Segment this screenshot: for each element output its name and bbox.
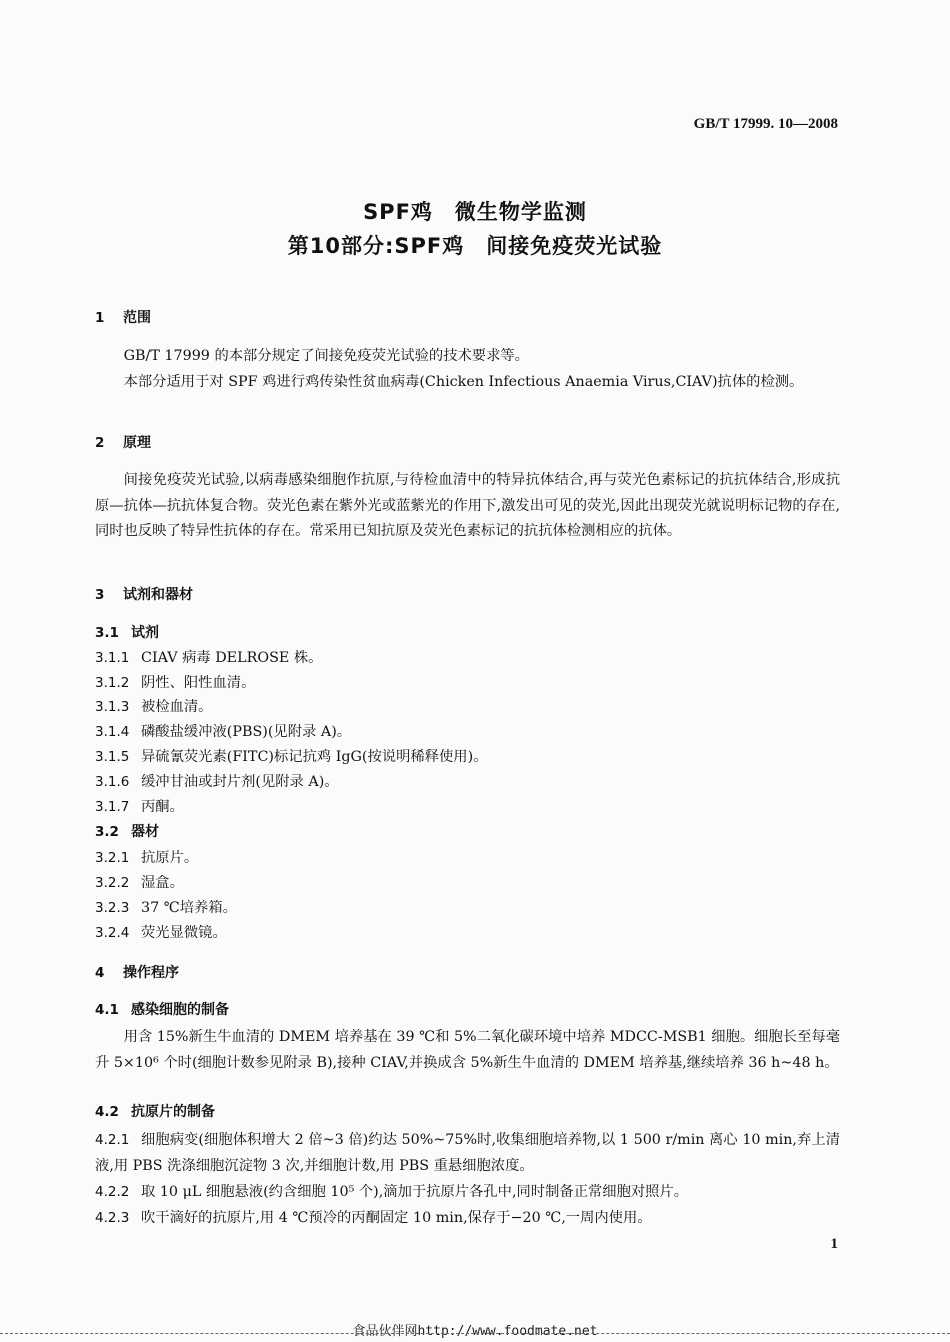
section-2-paragraph: 间接免疫荧光试验,以病毒感染细胞作抗原,与待检血清中的特异抗体结合,再与荧光色素标记的抗抗体结合,形成抗原—抗体—抗抗体复合物。荧光色素在紫外光或蓝紫光的作用下,激发出可见的荧光,因此出现荧光就说明标记物的存在,同时也反映了特异性抗体的存在。常采用已知抗原及荧光色素标记的抗抗体检测相应的抗体。 [95, 472, 840, 539]
title-line-1: SPF鸡 微生物学监测 [363, 200, 587, 224]
section-4-1-paragraph: 用含 15%新生牛血清的 DMEM 培养基在 39 ℃和 5%二氧化碳环境中培养 MDCC-MSB1 细胞。细胞长至每毫升 5×10⁶ 个时(细胞计数参见附录 B),接种 CIAV,并换成含 5%新生牛血清的 DMEM 培养基,继续培养 36 h~48 h。 [95, 1029, 840, 1071]
list-item: 3.1.2 阴性、阳性血清。 [95, 675, 256, 691]
page-number: 1 [830, 1236, 838, 1252]
list-item: 4.2.3 吹干滴好的抗原片,用 4 ℃预冷的丙酮固定 10 min,保存于−20 ℃,一周内使用。 [95, 1210, 652, 1226]
title-line-2: 第10部分:SPF鸡 间接免疫荧光试验 [287, 234, 663, 258]
section-4-1-heading: 4.1 感染细胞的制备 [95, 1002, 229, 1018]
footer-divider [0, 1333, 950, 1334]
section-4-2-heading: 4.2 抗原片的制备 [95, 1104, 215, 1120]
list-item: 3.2.2 湿盒。 [95, 875, 184, 891]
list-item: 3.2.4 荧光显微镜。 [95, 925, 227, 941]
list-item: 3.1.6 缓冲甘油或封片剂(见附录 A)。 [95, 774, 339, 790]
list-item: 4.2.2 取 10 μL 细胞悬液(约含细胞 10⁵ 个),滴加于抗原片各孔中,同时制备正常细胞对照片。 [95, 1184, 689, 1200]
section-3-heading: 3 试剂和器材 [95, 587, 193, 603]
section-2-heading: 2 原理 [95, 435, 151, 451]
list-item: 3.2.1 抗原片。 [95, 850, 199, 866]
section-3-1-heading: 3.1 试剂 [95, 625, 159, 641]
section-1-paragraph-2: 本部分适用于对 SPF 鸡进行鸡传染性贫血病毒(Chicken Infectious Anaemia Virus,CIAV)抗体的检测。 [123, 374, 804, 390]
list-item: 3.1.3 被检血清。 [95, 699, 213, 715]
list-item: 3.1.7 丙酮。 [95, 799, 184, 815]
list-item: 3.2.3 37 ℃培养箱。 [95, 900, 237, 916]
footer-watermark: 食品伙伴网http://www.foodmate.net [352, 1324, 598, 1339]
list-item: 3.1.5 异硫氰荧光素(FITC)标记抗鸡 IgG(按说明稀释使用)。 [95, 749, 488, 765]
list-item: 3.1.1 CIAV 病毒 DELROSE 株。 [95, 650, 323, 666]
section-3-2-heading: 3.2 器材 [95, 824, 159, 840]
list-item: 3.1.4 磷酸盐缓冲液(PBS)(见附录 A)。 [95, 724, 352, 740]
standard-code: GB/T 17999. 10—2008 [693, 116, 838, 132]
section-4-heading: 4 操作程序 [95, 965, 179, 981]
section-1-paragraph-1: GB/T 17999 的本部分规定了间接免疫荧光试验的技术要求等。 [123, 348, 529, 364]
list-item: 4.2.1 细胞病变(细胞体积增大 2 倍~3 倍)约达 50%~75%时,收集细胞培养物,以 1 500 r/min 离心 10 min,弃上清液,用 PBS 洗涤细胞沉淀物 3 次,并细胞计数,用 PBS 重悬细胞浓度。 [95, 1132, 840, 1174]
section-1-heading: 1 范围 [95, 310, 151, 326]
